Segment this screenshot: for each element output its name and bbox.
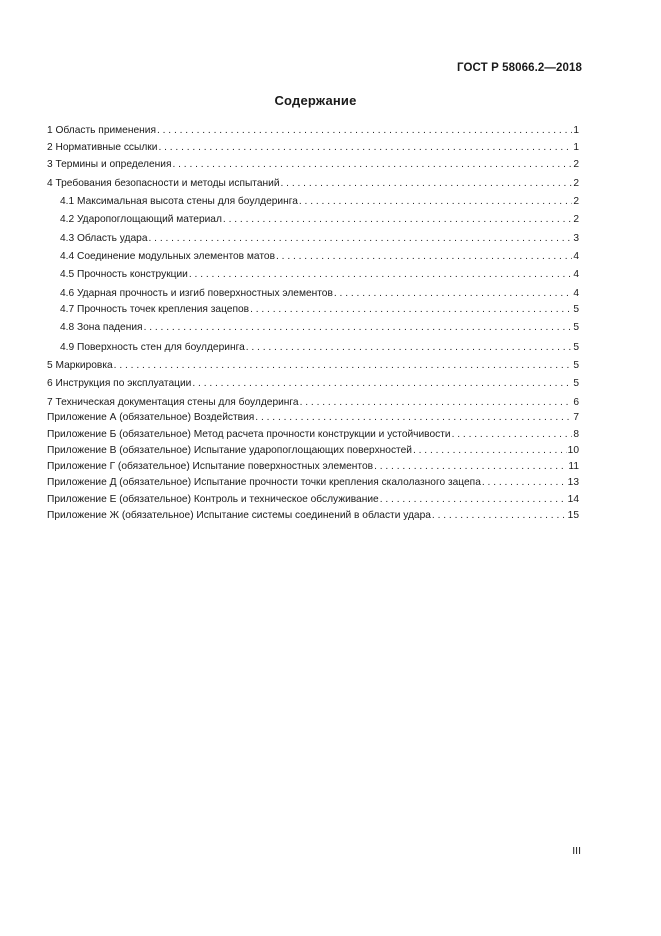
toc-dot-leader	[172, 158, 572, 172]
toc-entry-label: 4.6 Ударная прочность и изгиб поверхностных элементов	[60, 288, 333, 299]
toc-entry-label: 4.9 Поверхность стен для боулдеринга	[60, 342, 245, 353]
toc-entry-label: Приложение Б (обязательное) Метод расчета прочности конструкции и устойчивости	[47, 429, 451, 440]
toc-entry-label: 4.5 Прочность конструкции	[60, 269, 188, 280]
toc-entry-label: 4.3 Область удара	[60, 233, 148, 244]
toc-entry[interactable]	[47, 509, 579, 523]
toc-entry-page: 3	[573, 233, 579, 244]
toc-entry-label: 5 Маркировка	[47, 360, 113, 371]
page-number: III	[572, 845, 581, 857]
toc-dot-leader	[149, 232, 573, 246]
toc-dot-leader	[246, 341, 573, 355]
toc-dot-leader	[281, 177, 573, 191]
toc-entry-label: 4.1 Максимальная высота стены для боулдеринга	[60, 196, 298, 207]
toc-entry[interactable]	[47, 428, 579, 442]
toc-entry[interactable]	[60, 321, 579, 335]
toc-entry-label: Приложение Д (обязательное) Испытание прочности точки крепления скалолазного зацепа	[47, 477, 481, 488]
toc-entry-page: 5	[573, 304, 579, 315]
toc-entry-label: 4 Требования безопасности и методы испытаний	[47, 178, 280, 189]
toc-entry[interactable]	[47, 359, 579, 373]
toc-entry-page: 5	[573, 322, 579, 333]
toc-entry-page: 2	[573, 178, 579, 189]
toc-entry-label: Приложение Г (обязательное) Испытание поверхностных элементов	[47, 461, 374, 472]
toc-entry-page: 7	[573, 412, 579, 423]
toc-dot-leader	[432, 509, 567, 523]
toc-dot-leader	[157, 124, 572, 138]
toc-entry-label: Приложение Е (обязательное) Контроль и техническое обслуживание	[47, 494, 379, 505]
toc-entry-page: 4	[573, 251, 579, 262]
toc-entry-page: 14	[567, 494, 579, 505]
toc-entry[interactable]	[60, 213, 579, 227]
toc-dot-leader	[413, 444, 567, 458]
toc-entry-page: 10	[567, 445, 579, 456]
toc-entry-label: 4.4 Соединение модульных элементов матов	[60, 251, 275, 262]
toc-entry[interactable]	[47, 141, 579, 155]
toc-dot-leader	[189, 268, 572, 282]
toc-entry-label: 4.2 Ударопоглощающий материал	[60, 214, 222, 225]
toc-entry-label: 6 Инструкция по эксплуатации	[47, 378, 192, 389]
toc-dot-leader	[276, 250, 572, 264]
toc-entry-page: 13	[567, 477, 579, 488]
toc-entry-page: 2	[573, 214, 579, 225]
toc-dot-leader	[255, 411, 572, 425]
toc-entry-page: 5	[573, 378, 579, 389]
toc-dot-leader	[144, 321, 573, 335]
toc-entry-page: 5	[573, 342, 579, 353]
toc-entry-label: Приложение В (обязательное) Испытание ударопоглощающих поверхностей	[47, 445, 412, 456]
toc-entry[interactable]	[47, 124, 579, 138]
toc-entry[interactable]	[60, 195, 579, 209]
toc-entry-label: 4.8 Зона падения	[60, 322, 143, 333]
toc-dot-leader	[192, 377, 572, 391]
toc-entry[interactable]	[47, 177, 579, 191]
toc-entry-label: 4.7 Прочность точек крепления зацепов	[60, 304, 250, 315]
toc-entry[interactable]	[60, 303, 579, 317]
toc-entry-page: 6	[573, 397, 579, 408]
toc-entry[interactable]	[47, 444, 579, 458]
toc-entry[interactable]	[60, 268, 579, 282]
toc-entry[interactable]	[60, 232, 579, 246]
toc-entry[interactable]	[47, 460, 579, 474]
toc-entry-page: 2	[573, 159, 579, 170]
toc-entry-page: 1	[573, 142, 579, 153]
toc-entry[interactable]	[47, 411, 579, 425]
toc-dot-leader	[380, 493, 567, 507]
toc-entry-page: 15	[567, 510, 579, 521]
toc-entry[interactable]	[47, 493, 579, 507]
toc-dot-leader	[374, 460, 567, 474]
toc-entry[interactable]	[60, 250, 579, 264]
toc-entry-page: 2	[573, 196, 579, 207]
toc-entry-page: 8	[573, 429, 579, 440]
toc-entry-label: Приложение Ж (обязательное) Испытание системы соединений в области удара	[47, 510, 431, 521]
toc-dot-leader	[452, 428, 573, 442]
toc-dot-leader	[158, 141, 572, 155]
toc-dot-leader	[114, 359, 573, 373]
toc-entry[interactable]	[60, 287, 579, 301]
toc-entry-page: 5	[573, 360, 579, 371]
page-title: Содержание	[274, 93, 357, 108]
toc-dot-leader	[334, 287, 572, 301]
toc-dot-leader	[482, 476, 567, 490]
toc-entry-label: 2 Нормативные ссылки	[47, 142, 158, 153]
toc-dot-leader	[300, 396, 573, 410]
toc-entry[interactable]	[47, 377, 579, 391]
toc-entry-label: 7 Техническая документация стены для боулдеринга	[47, 397, 299, 408]
toc-entry[interactable]	[60, 341, 579, 355]
toc-entry-label: Приложение А (обязательное) Воздействия	[47, 412, 255, 423]
toc-dot-leader	[250, 303, 572, 317]
toc-entry-page: 1	[573, 125, 579, 136]
toc-entry[interactable]	[47, 158, 579, 172]
toc-dot-leader	[223, 213, 572, 227]
document-code: ГОСТ Р 58066.2—2018	[457, 62, 582, 74]
toc-entry-page: 11	[568, 461, 579, 472]
toc-entry[interactable]	[47, 396, 579, 410]
toc-entry[interactable]	[47, 476, 579, 490]
toc-entry-page: 4	[573, 269, 579, 280]
toc-entry-label: 1 Область применения	[47, 125, 156, 136]
toc-entry-label: 3 Термины и определения	[47, 159, 172, 170]
toc-dot-leader	[299, 195, 572, 209]
toc-entry-page: 4	[573, 288, 579, 299]
